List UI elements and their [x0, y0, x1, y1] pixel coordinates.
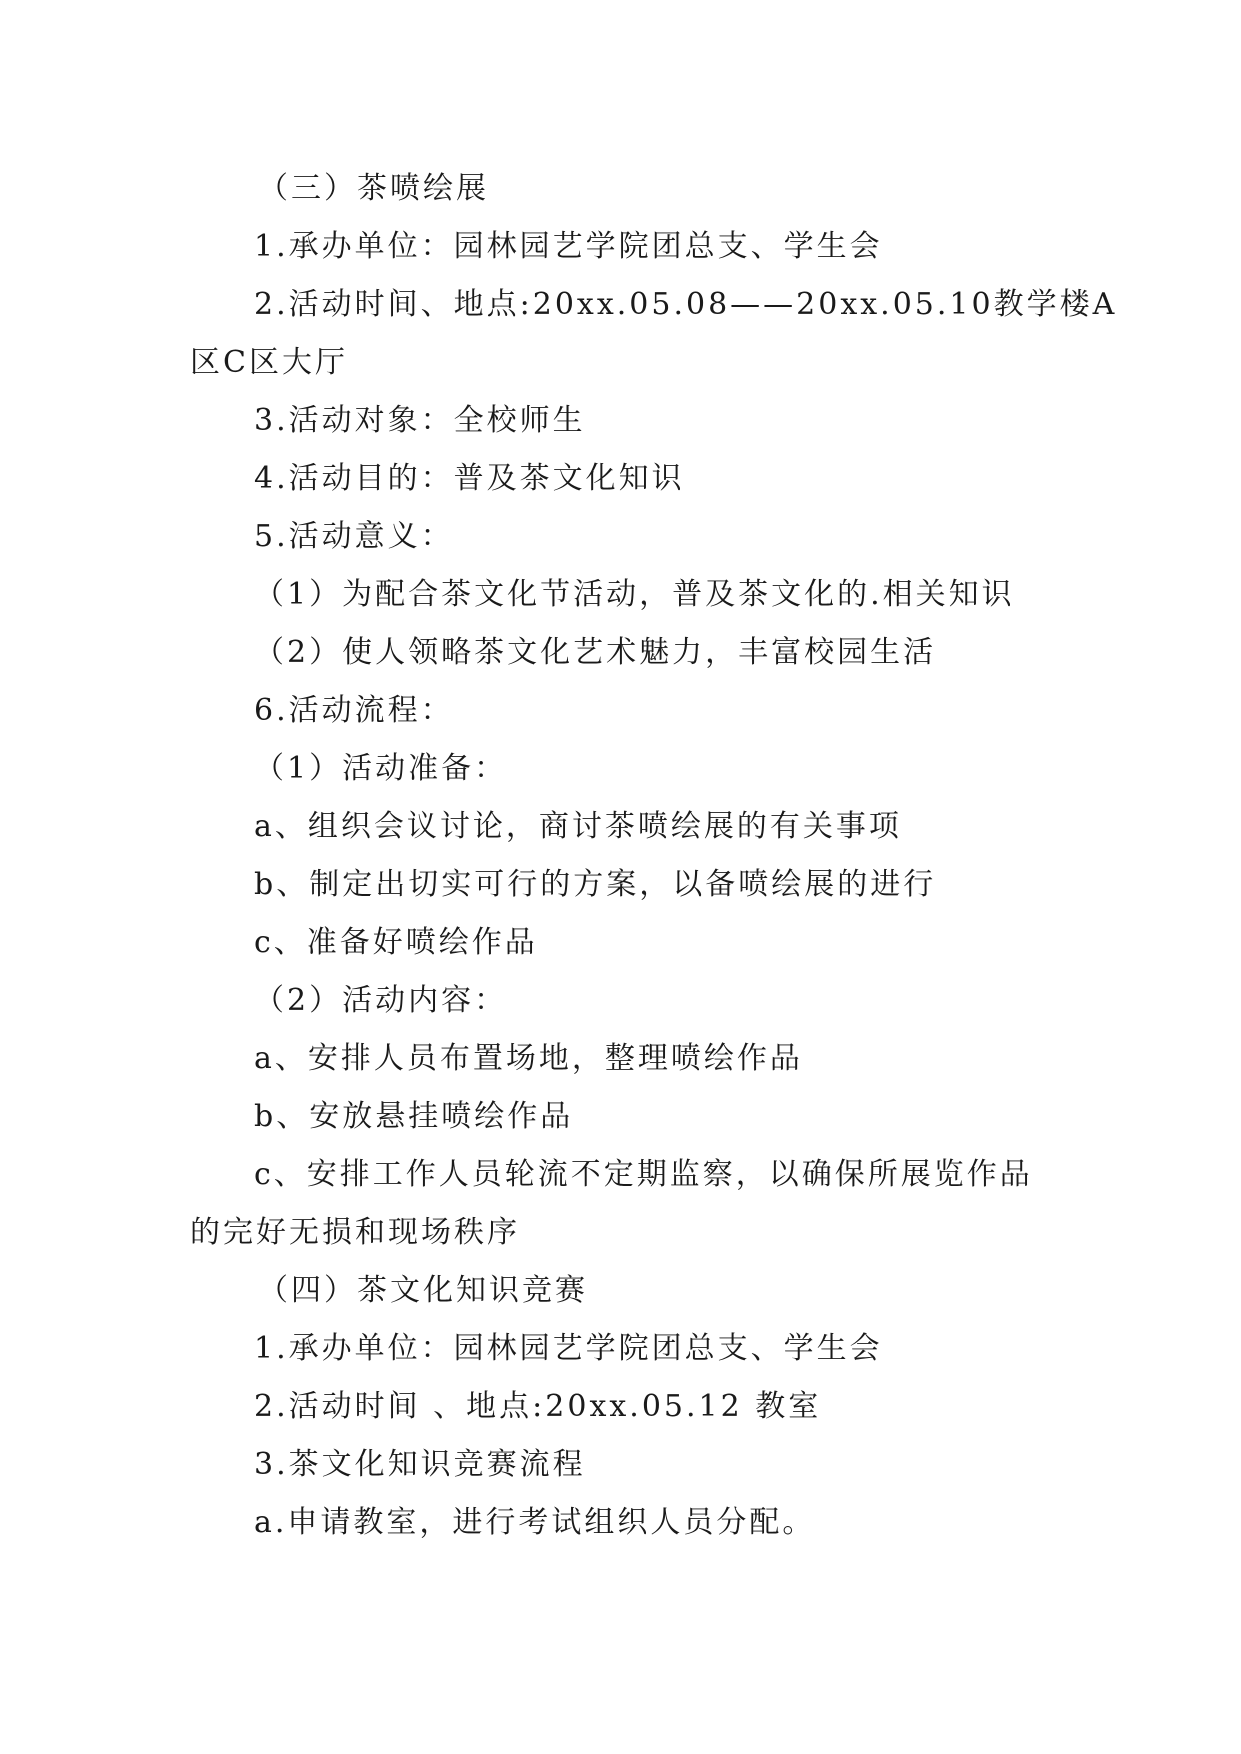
- paragraph-line: 1.承办单位：园林园艺学院团总支、学生会: [254, 1331, 883, 1366]
- paragraph-line: b、安放悬挂喷绘作品: [254, 1099, 574, 1134]
- paragraph-line: （2）使人领略茶文化艺术魅力，丰富校园生活: [254, 635, 937, 670]
- paragraph-line: 2.活动时间、地点:20xx.05.08——20xx.05.10教学楼A: [254, 287, 1118, 322]
- paragraph-line: 的完好无损和现场秩序: [190, 1215, 520, 1250]
- paragraph-line: 区C区大厅: [190, 345, 348, 380]
- paragraph-line: a、安排人员布置场地，整理喷绘作品: [254, 1041, 803, 1076]
- paragraph-line: 4.活动目的：普及茶文化知识: [254, 461, 685, 496]
- paragraph-line: （2）活动内容：: [254, 983, 508, 1018]
- paragraph-line: a、组织会议讨论，商讨茶喷绘展的有关事项: [254, 809, 902, 844]
- paragraph-line: 6.活动流程：: [254, 693, 454, 728]
- paragraph-line: b、制定出切实可行的方案，以备喷绘展的进行: [254, 867, 937, 902]
- paragraph-line: （1）活动准备：: [254, 751, 508, 786]
- paragraph-line: a.申请教室，进行考试组织人员分配。: [254, 1505, 816, 1540]
- paragraph-line: c、准备好喷绘作品: [254, 925, 538, 960]
- document-body: [190, 160, 1118, 1552]
- paragraph-line: 2.活动时间 、地点:20xx.05.12 教室: [254, 1389, 822, 1424]
- section-heading-4: （四）茶文化知识竞赛: [258, 1273, 588, 1308]
- paragraph-line: 1.承办单位：园林园艺学院团总支、学生会: [254, 229, 883, 264]
- paragraph-line: 3.茶文化知识竞赛流程: [254, 1447, 586, 1482]
- section-heading-3: （三）茶喷绘展: [258, 171, 489, 206]
- paragraph-line: 5.活动意义：: [254, 519, 454, 554]
- paragraph-line: 3.活动对象：全校师生: [254, 403, 586, 438]
- paragraph-line: （1）为配合茶文化节活动，普及茶文化的.相关知识: [254, 577, 1015, 612]
- paragraph-line: c、安排工作人员轮流不定期监察，以确保所展览作品: [254, 1157, 1033, 1192]
